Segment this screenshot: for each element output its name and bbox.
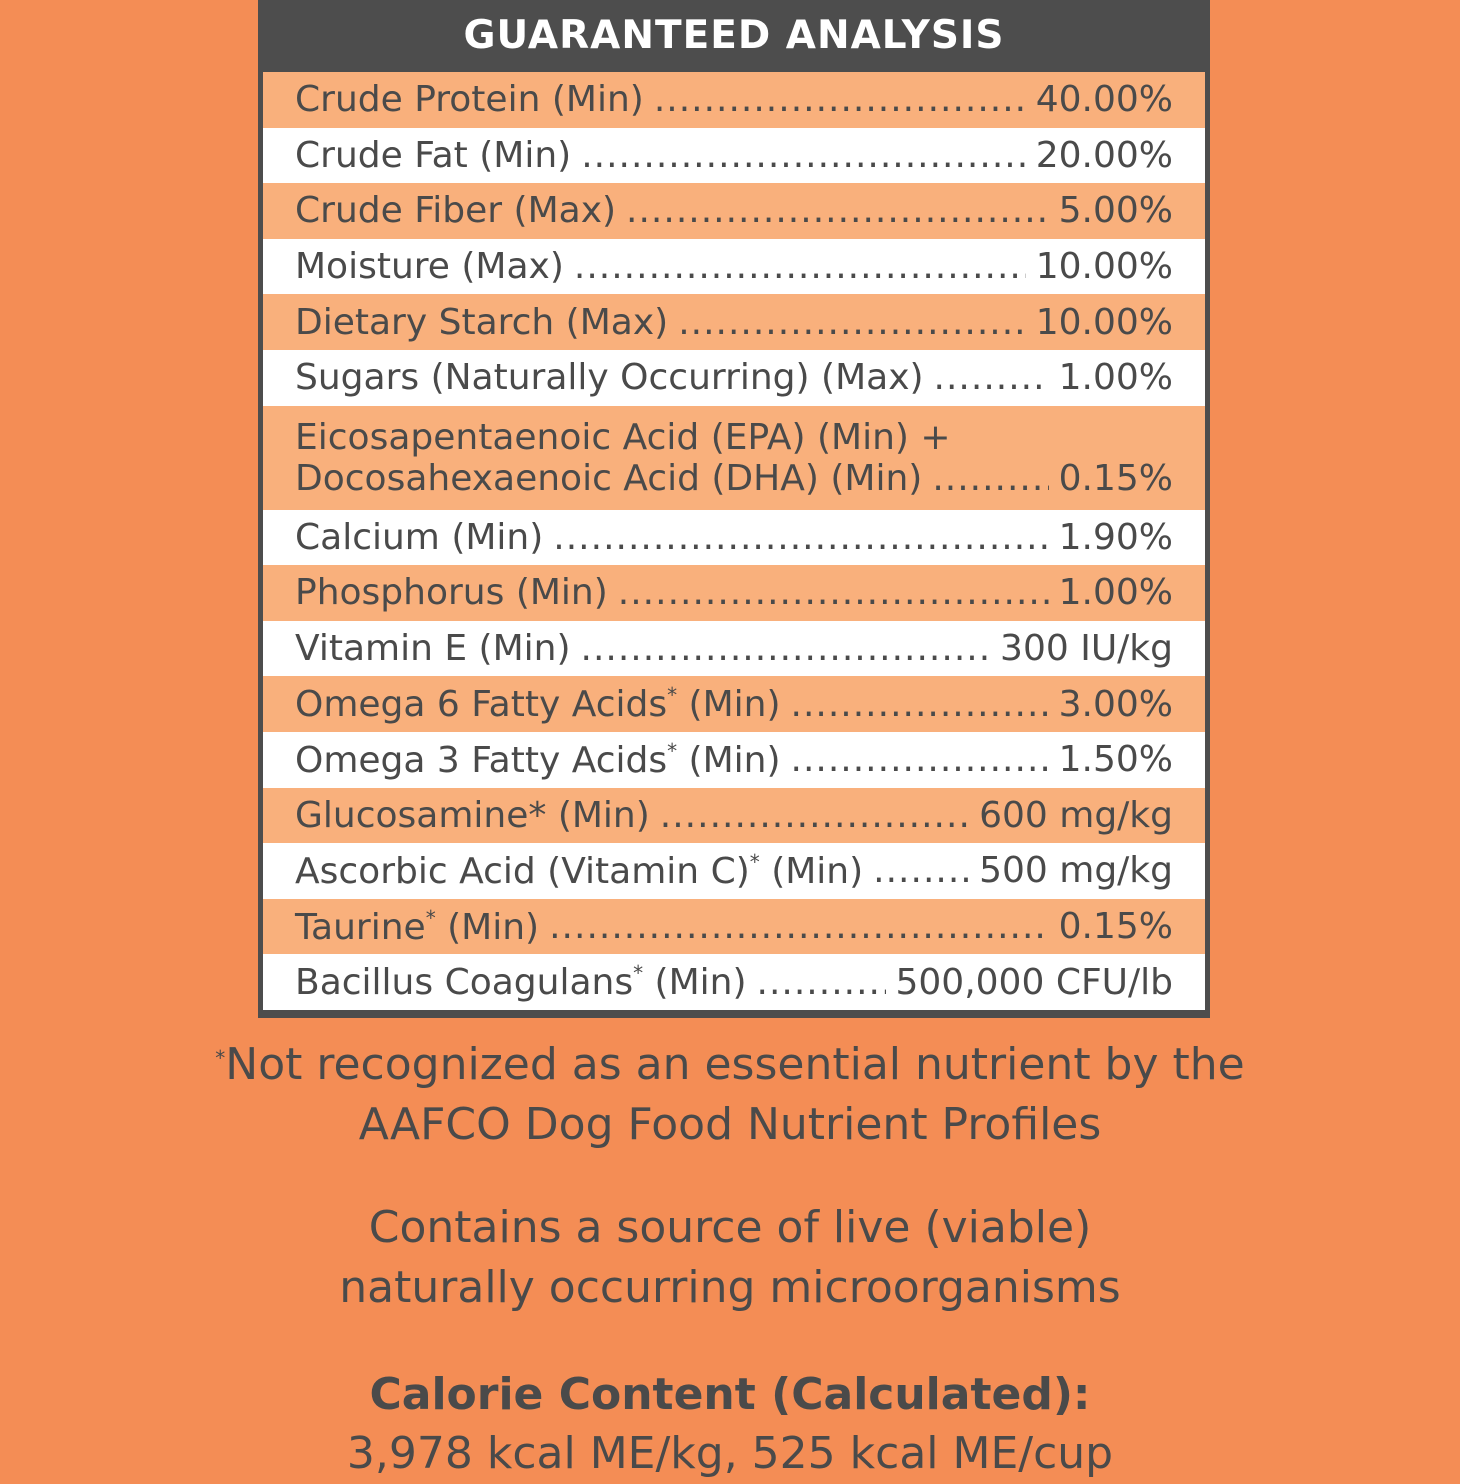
nutrient-name: Dietary Starch (Max) xyxy=(295,301,669,343)
table-row xyxy=(263,294,1205,350)
leader-dots xyxy=(581,135,1026,176)
nutrient-name: Omega 6 Fatty Acids* (Min) xyxy=(295,683,781,726)
calorie-content-title: Calorie Content (Calculated): xyxy=(369,1369,1091,1420)
table-row xyxy=(263,510,1205,566)
nutrient-value: 1.50% xyxy=(1058,739,1173,781)
nutrient-value: 3.00% xyxy=(1058,683,1173,725)
table-row xyxy=(263,732,1205,788)
live-microorganisms-note: Contains a source of live (viable) naturally occurring microorganisms xyxy=(339,1202,1121,1313)
calorie-content-value: 3,978 kcal ME/kg, 525 kcal ME/cup xyxy=(346,1428,1114,1479)
nutrient-value: 600 mg/kg xyxy=(979,794,1173,836)
nutrient-value: 1.00% xyxy=(1058,572,1173,614)
nutrient-name: Moisture (Max) xyxy=(295,246,564,288)
nutrient-value: 300 IU/kg xyxy=(1000,628,1173,670)
nutrient-name: Phosphorus (Min) xyxy=(295,572,608,614)
aafco-footnote: *Not recognized as an essential nutrient by the AAFCO Dog Food Nutrient Profiles xyxy=(215,1039,1245,1150)
leader-dots xyxy=(626,190,1049,231)
analysis-table xyxy=(263,72,1205,1013)
nutrient-name: Crude Fiber (Max) xyxy=(295,190,617,232)
leader-dots xyxy=(660,795,969,836)
nutrient-name: Crude Protein (Min) xyxy=(295,79,644,121)
nutrient-value: 500 mg/kg xyxy=(979,850,1173,892)
table-row xyxy=(263,183,1205,239)
table-row xyxy=(263,239,1205,295)
nutrient-name: Calcium (Min) xyxy=(295,516,544,558)
leader-dots xyxy=(581,628,991,669)
nutrient-name: Ascorbic Acid (Vitamin C)* (Min) xyxy=(295,849,864,892)
nutrient-value: 5.00% xyxy=(1058,190,1173,232)
nutrient-name: Omega 3 Fatty Acids* (Min) xyxy=(295,738,781,781)
table-row xyxy=(263,565,1205,621)
table-row xyxy=(263,788,1205,844)
nutrient-name-line1: Eicosapentaenoic Acid (EPA) (Min) + xyxy=(295,416,951,458)
nutrient-value: 1.00% xyxy=(1058,357,1173,399)
leader-dots xyxy=(791,739,1049,780)
table-row xyxy=(263,843,1205,899)
nutrient-value: 0.15% xyxy=(1058,457,1173,499)
nutrient-value: 1.90% xyxy=(1058,516,1173,558)
leader-dots xyxy=(934,357,1049,398)
nutrient-name: Taurine* (Min) xyxy=(295,905,540,948)
leader-dots xyxy=(549,906,1049,947)
nutrient-value: 10.00% xyxy=(1035,246,1173,288)
nutrient-name: Crude Fat (Min) xyxy=(295,134,572,176)
leader-dots xyxy=(791,684,1049,725)
nutrient-value: 40.00% xyxy=(1035,79,1173,121)
table-row xyxy=(263,899,1205,955)
leader-dots xyxy=(654,79,1026,120)
leader-dots xyxy=(932,458,1048,499)
table-row xyxy=(263,406,1205,510)
table-row xyxy=(263,676,1205,732)
leader-dots xyxy=(553,517,1048,558)
leader-dots xyxy=(757,962,886,1003)
nutrient-value: 0.15% xyxy=(1058,906,1173,948)
table-row xyxy=(263,954,1205,1010)
nutrient-name: Vitamin E (Min) xyxy=(295,628,571,670)
nutrient-value: 20.00% xyxy=(1035,134,1173,176)
leader-dots xyxy=(873,850,969,891)
panel-title: GUARANTEED ANALYSIS xyxy=(463,12,1005,58)
nutrient-name: Docosahexaenoic Acid (DHA) (Min) xyxy=(295,457,923,499)
leader-dots xyxy=(678,302,1026,343)
nutrient-name: Glucosamine* (Min) xyxy=(295,794,650,836)
leader-dots xyxy=(618,572,1049,613)
guaranteed-analysis-panel xyxy=(258,0,1210,1018)
table-row xyxy=(263,128,1205,184)
table-row xyxy=(263,72,1205,128)
nutrient-value: 500,000 CFU/lb xyxy=(895,961,1173,1003)
table-row xyxy=(263,350,1205,406)
nutrient-value: 10.00% xyxy=(1035,301,1173,343)
nutrient-name: Bacillus Coagulans* (Min) xyxy=(295,961,747,1004)
nutrient-name: Sugars (Naturally Occurring) (Max) xyxy=(295,357,924,399)
table-row xyxy=(263,621,1205,677)
leader-dots xyxy=(574,246,1026,287)
